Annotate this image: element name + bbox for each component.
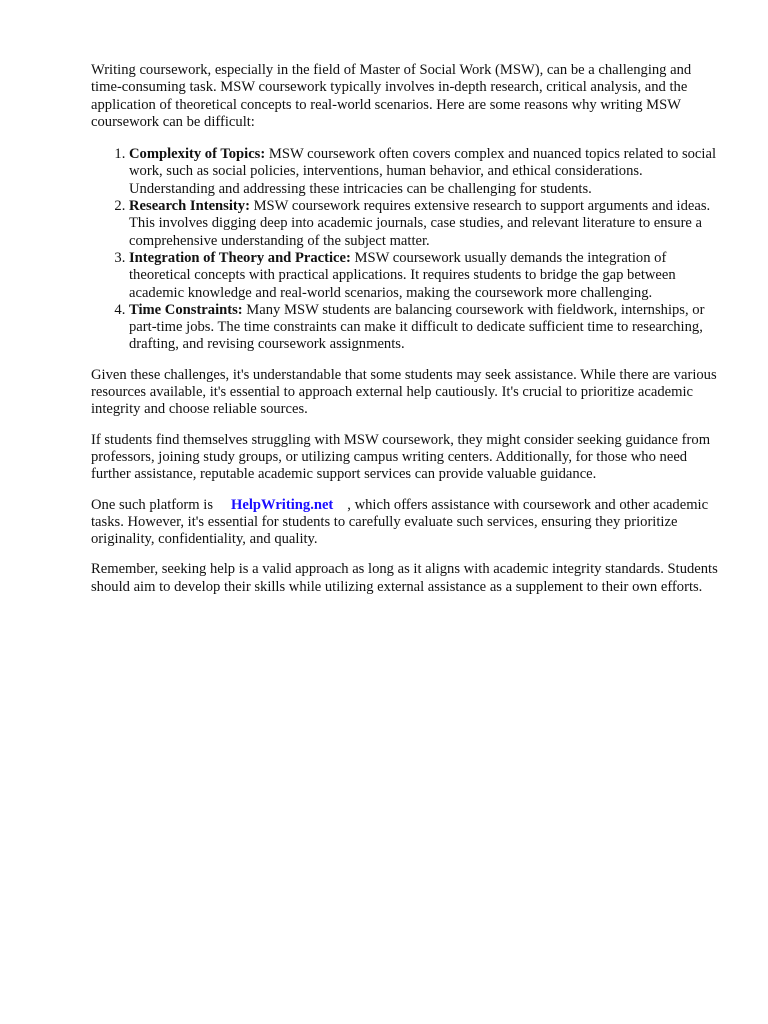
platform-text-before: One such platform is xyxy=(91,496,213,513)
list-item-text: MSW coursework often covers complex and nuanced topics related to social work, such as social policies, interventions, human behavior, and ethical considerations. Understanding and addressing these intricacies can be challenging for students. xyxy=(129,146,717,197)
closing-paragraph: Remember, seeking help is a valid approach as long as it aligns with academic integrity standards. Students should aim to develop their skills while utilizing external assistance as a supplement to their own efforts. xyxy=(91,561,718,595)
list-item-text: Many MSW students are balancing coursework with fieldwork, internships, or part-time jobs. The time constraints can make it difficult to dedicate sufficient time to researching, drafting, and revising coursework assignments. xyxy=(129,301,705,353)
helpwriting-link[interactable]: HelpWriting.net xyxy=(231,496,334,513)
document-body xyxy=(91,62,721,609)
list-item-text: MSW coursework usually demands the integration of theoretical concepts with practical applications. It requires students to bridge the gap between academic knowledge and real-world scenarios, making the coursework more challenging. xyxy=(129,249,676,301)
challenges-paragraph: Given these challenges, it's understandable that some students may seek assistance. While there are various resources available, it's essential to approach external help cautiously. It's crucial to prioritize academic integrity and choose reliable sources. xyxy=(91,366,717,418)
list-item-term: Research Intensity: xyxy=(129,198,250,215)
platform-text-after: , which offers assistance with coursework and other academic tasks. However, it's essential for students to carefully evaluate such services, ensuring they prioritize originality, confidentiality, and quality. xyxy=(91,496,709,548)
list-item-integration xyxy=(129,250,721,302)
intro-paragraph: Writing coursework, especially in the field of Master of Social Work (MSW), can be a challenging and time-consuming task. MSW coursework typically involves in-depth research, critical analysis, and the application of theoretical concepts to real-world scenarios. Here are some reasons why writing MSW coursework can be difficult: xyxy=(91,62,692,130)
struggling-paragraph: If students find themselves struggling with MSW coursework, they might consider seeking guidance from professors, joining study groups, or utilizing campus writing centers. Additionally, for those who need further assistance, reputable academic support services can provide valuable guidance. xyxy=(91,431,711,483)
list-item-text: MSW coursework requires extensive research to support arguments and ideas. This involves digging deep into academic journals, case studies, and relevant literature to ensure a comprehensive understanding of the subject matter. xyxy=(129,198,711,249)
list-item-time xyxy=(129,302,721,354)
list-item-research xyxy=(129,198,721,250)
list-item-term: Integration of Theory and Practice: xyxy=(129,249,351,266)
list-item-complexity xyxy=(129,146,721,198)
reasons-list xyxy=(91,146,721,354)
list-item-term: Time Constraints: xyxy=(129,301,243,318)
list-item-term: Complexity of Topics: xyxy=(129,146,266,163)
platform-paragraph xyxy=(91,497,721,549)
